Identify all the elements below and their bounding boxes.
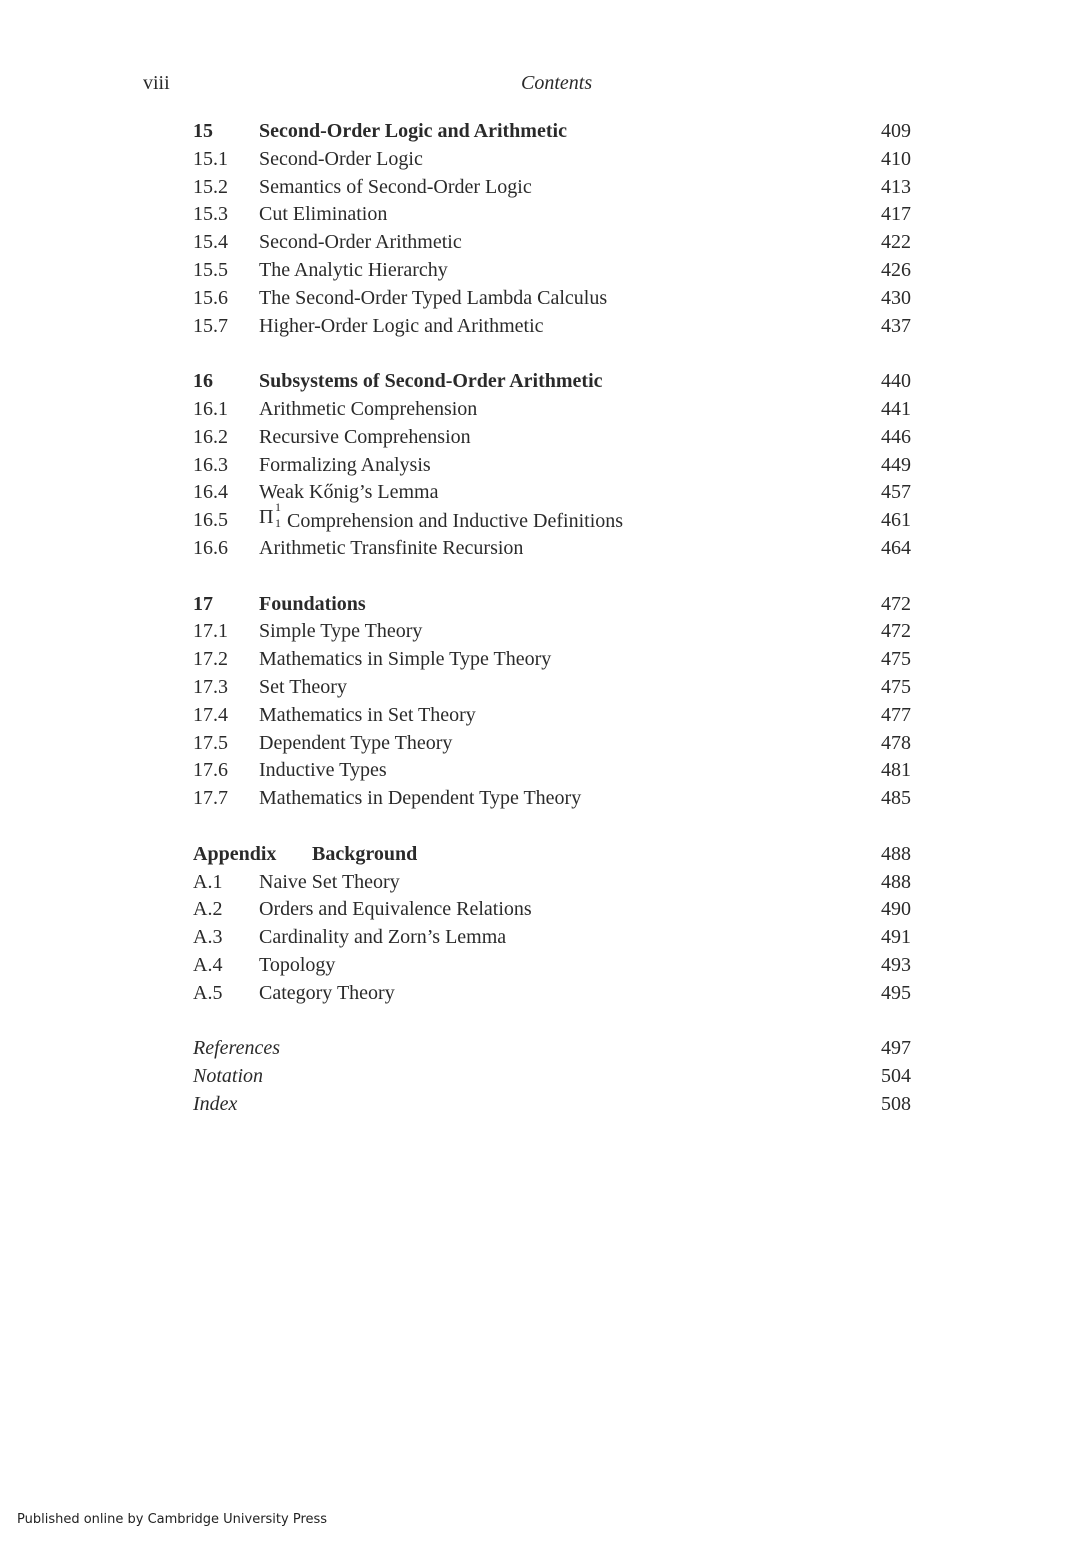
- section-number: 15.7: [193, 314, 228, 337]
- section-title: Mathematics in Dependent Type Theory: [259, 787, 582, 810]
- section-title: Mathematics in Simple Type Theory: [259, 648, 552, 671]
- chapter-heading[interactable]: [193, 118, 911, 146]
- section-title: Semantics of Second-Order Logic: [259, 175, 532, 198]
- section-title: Orders and Equivalence Relations: [259, 898, 532, 921]
- page-number: 472: [881, 592, 911, 615]
- section-entry[interactable]: [193, 785, 911, 813]
- page-number: 497: [881, 1037, 911, 1060]
- pi-superscript: 1: [275, 500, 281, 515]
- section-entry[interactable]: [193, 980, 911, 1008]
- page-number: 478: [881, 731, 911, 754]
- section-number: 15.5: [193, 258, 228, 281]
- page-number: 430: [881, 286, 911, 309]
- page-number: 491: [881, 926, 911, 949]
- section-entry[interactable]: [193, 452, 911, 480]
- section-title: Inductive Types: [259, 759, 387, 782]
- section-entry[interactable]: [193, 257, 911, 285]
- section-title-with-math: [259, 500, 624, 536]
- running-head: [143, 72, 913, 100]
- page-number: 413: [881, 175, 911, 198]
- chapter-16: [193, 368, 911, 563]
- appendix-title: Background: [312, 842, 418, 865]
- section-number: 17.6: [193, 759, 228, 782]
- section-entry[interactable]: [193, 396, 911, 424]
- chapter-number: 17: [193, 592, 213, 615]
- appendix-heading[interactable]: [193, 841, 911, 869]
- section-title: Topology: [259, 953, 336, 976]
- backmatter-entry[interactable]: [193, 1091, 911, 1119]
- section-entry[interactable]: [193, 229, 911, 257]
- page-number: 461: [881, 509, 911, 532]
- page-number: 472: [881, 620, 911, 643]
- section-number: 15.6: [193, 286, 228, 309]
- section-entry[interactable]: [193, 313, 911, 341]
- section-title: Higher-Order Logic and Arithmetic: [259, 314, 544, 337]
- backmatter-entry[interactable]: [193, 1035, 911, 1063]
- section-number: 16.6: [193, 536, 228, 559]
- running-head-title: Contents: [521, 72, 593, 94]
- page-number: 417: [881, 203, 911, 226]
- section-number: A.3: [193, 926, 223, 949]
- section-entry[interactable]: [193, 869, 911, 897]
- backmatter-title: References: [193, 1037, 280, 1060]
- page-number: 422: [881, 231, 911, 254]
- page-number: 440: [881, 370, 911, 393]
- page-folio: viii: [143, 72, 170, 94]
- page-number: 504: [881, 1065, 911, 1088]
- appendix-label: Appendix: [193, 842, 277, 865]
- section-entry[interactable]: [193, 174, 911, 202]
- section-title: Arithmetic Comprehension: [259, 397, 478, 420]
- section-entry[interactable]: [193, 952, 911, 980]
- section-title: Dependent Type Theory: [259, 731, 453, 754]
- page-number: 437: [881, 314, 911, 337]
- page-number: 490: [881, 898, 911, 921]
- section-title: Second-Order Logic: [259, 147, 423, 170]
- page-number: 446: [881, 425, 911, 448]
- section-number: A.1: [193, 870, 223, 893]
- section-number: 15.4: [193, 231, 228, 254]
- section-title: Naive Set Theory: [259, 870, 400, 893]
- section-entry[interactable]: [193, 757, 911, 785]
- section-number: 16.4: [193, 481, 228, 504]
- section-number: 17.2: [193, 648, 228, 671]
- chapter-title: Foundations: [259, 592, 366, 615]
- chapter-15: [193, 118, 911, 340]
- section-number: A.2: [193, 898, 223, 921]
- chapter-title: Second-Order Logic and Arithmetic: [259, 120, 567, 142]
- pi-subscript: 1: [275, 516, 281, 531]
- backmatter: [193, 1035, 911, 1118]
- section-number: 17.1: [193, 620, 228, 643]
- section-entry[interactable]: [193, 674, 911, 702]
- page-number: 488: [881, 870, 911, 893]
- page-number: 485: [881, 787, 911, 810]
- backmatter-title: Index: [193, 1092, 238, 1115]
- page-number: 449: [881, 453, 911, 476]
- section-entry[interactable]: [193, 424, 911, 452]
- section-entry[interactable]: [193, 646, 911, 674]
- chapter-number: 16: [193, 370, 213, 393]
- page-number: 475: [881, 675, 911, 698]
- backmatter-title: Notation: [193, 1065, 264, 1088]
- chapter-17: [193, 591, 911, 813]
- page-number: 488: [881, 842, 911, 865]
- page-number: 477: [881, 703, 911, 726]
- page-number: 457: [881, 481, 911, 504]
- chapter-heading[interactable]: [193, 591, 911, 619]
- page-number: 495: [881, 981, 911, 1004]
- section-number: 16.2: [193, 425, 228, 448]
- section-title: Cut Elimination: [259, 203, 388, 226]
- section-entry[interactable]: [193, 702, 911, 730]
- page-number: 493: [881, 953, 911, 976]
- section-title: Comprehension and Inductive Definitions: [287, 510, 624, 533]
- section-entry[interactable]: [193, 730, 911, 758]
- pi-one-one-symbol: [259, 500, 287, 531]
- section-number: A.4: [193, 953, 223, 976]
- chapter-number: 15: [193, 120, 213, 142]
- section-title: Weak Kőnig’s Lemma: [259, 481, 439, 504]
- page-number: 409: [881, 120, 911, 142]
- section-number: 16.1: [193, 397, 228, 420]
- section-title: Cardinality and Zorn’s Lemma: [259, 926, 507, 949]
- section-number: 17.7: [193, 787, 228, 810]
- section-title: Mathematics in Set Theory: [259, 703, 476, 726]
- chapter-heading[interactable]: [193, 368, 911, 396]
- section-number: 17.5: [193, 731, 228, 754]
- section-entry[interactable]: [193, 924, 911, 952]
- section-entry[interactable]: [193, 535, 911, 563]
- section-title: Formalizing Analysis: [259, 453, 431, 476]
- section-title: Set Theory: [259, 675, 347, 698]
- section-title: Arithmetic Transfinite Recursion: [259, 536, 524, 559]
- page-number: 508: [881, 1092, 911, 1115]
- section-number: 15.1: [193, 147, 228, 170]
- section-title: Recursive Comprehension: [259, 425, 471, 448]
- section-number: A.5: [193, 981, 223, 1004]
- section-number: 15.2: [193, 175, 228, 198]
- section-number: 17.3: [193, 675, 228, 698]
- section-number: 16.5: [193, 509, 228, 532]
- page-number: 410: [881, 147, 911, 170]
- page-number: 464: [881, 536, 911, 559]
- section-entry[interactable]: [193, 479, 911, 507]
- pi-symbol: Π: [259, 506, 274, 529]
- section-number: 15.3: [193, 203, 228, 226]
- page-number: 441: [881, 397, 911, 420]
- table-of-contents: [193, 118, 911, 1146]
- section-entry[interactable]: [193, 500, 911, 535]
- page-number: 481: [881, 759, 911, 782]
- section-title: The Second-Order Typed Lambda Calculus: [259, 286, 608, 309]
- section-entry[interactable]: [193, 201, 911, 229]
- appendix: [193, 841, 911, 1008]
- section-number: 17.4: [193, 703, 228, 726]
- section-entry[interactable]: [193, 146, 911, 174]
- section-entry[interactable]: [193, 896, 911, 924]
- backmatter-entry[interactable]: [193, 1063, 911, 1091]
- section-title: Category Theory: [259, 981, 395, 1004]
- page-number: 475: [881, 648, 911, 671]
- page-number: 426: [881, 258, 911, 281]
- section-title: Second-Order Arithmetic: [259, 231, 462, 254]
- section-title: Simple Type Theory: [259, 620, 423, 643]
- section-number: 16.3: [193, 453, 228, 476]
- section-entry[interactable]: [193, 285, 911, 313]
- section-entry[interactable]: [193, 618, 911, 646]
- section-title: The Analytic Hierarchy: [259, 258, 448, 281]
- publisher-footer: Published online by Cambridge University Press: [17, 1512, 328, 1527]
- chapter-title: Subsystems of Second-Order Arithmetic: [259, 370, 603, 393]
